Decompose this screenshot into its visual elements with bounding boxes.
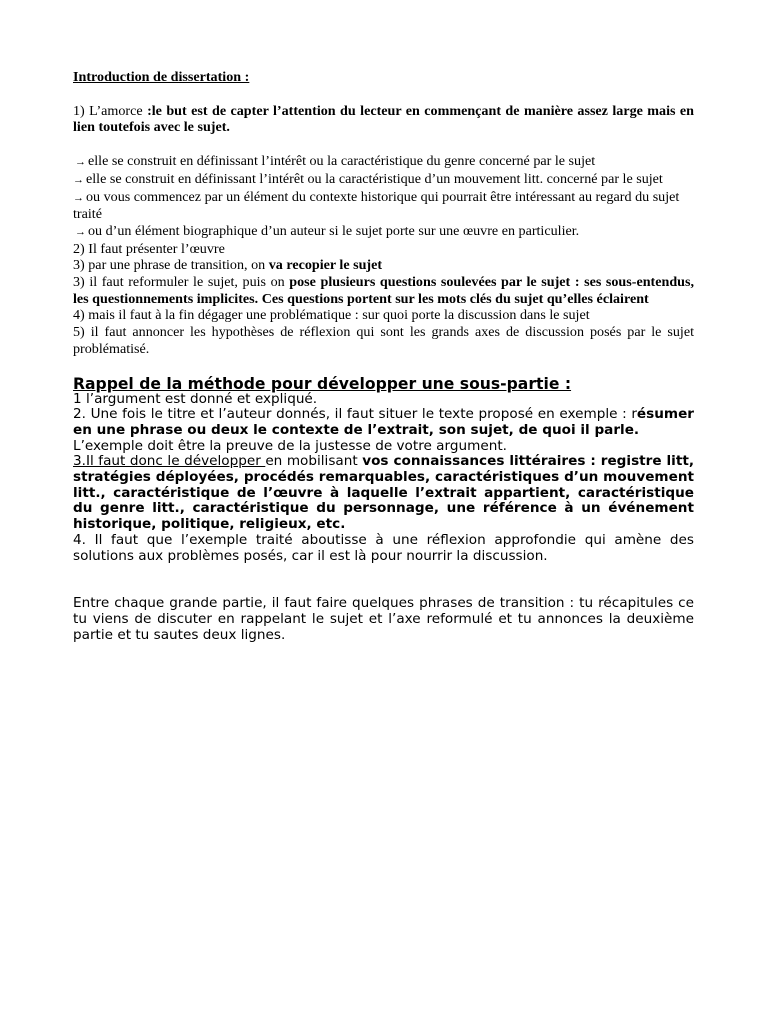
arrow-item	[73, 171, 694, 189]
step-3a-bold: va recopier le sujet	[268, 257, 383, 274]
rappel-item-3	[73, 454, 694, 533]
document-body	[73, 69, 694, 643]
step-3b-bold: pose plusieurs questions soulevées par le sujet : ses sous-entendus, les questionnements implicites. Ces questions portent sur les mots clés du sujet qu’elles éclairent	[73, 274, 695, 307]
rappel-item-2-note: L’exemple doit être la preuve de la justesse de votre argument.	[73, 437, 507, 454]
arrow-list	[73, 153, 694, 241]
arrow-item	[73, 153, 694, 171]
amorce-prefix: 1) L’amorce	[73, 102, 148, 119]
arrow-item-text: elle se construit en définissant l’intérêt ou la caractéristique du genre concerné par le sujet	[88, 153, 596, 170]
amorce-paragraph	[73, 103, 694, 136]
arrow-right-icon: →	[75, 225, 86, 238]
rappel-item-2-bold: ésumer en une phrase ou deux le contexte de l’extrait, son sujet, de quoi il parle.	[73, 406, 694, 438]
transition-section	[73, 596, 694, 643]
arrow-item	[73, 223, 694, 241]
arrow-right-icon: →	[73, 191, 84, 204]
rappel-item-2-prefix: 2. Une fois le titre et l’auteur donnés, il faut situer le texte proposé en exemple : r	[73, 406, 637, 423]
intro-title	[73, 69, 694, 86]
rappel-item-3-bold: vos connaissances littéraires : registre litt, stratégies déployées, procédés remarquables, caractéristiques d’un mouvement litt., caractéristique de l’œuvre à laquelle l’extrait appartient, caractéristique du genre litt., caractéristique du personnage, une référence à un événement historique, politique, religieux, etc.	[73, 453, 694, 533]
amorce-bold: :le but est de capter l’attention du lecteur en commençant de manière assez large mais en lien toutefois avec le sujet.	[73, 102, 694, 136]
step-3b	[73, 274, 694, 307]
arrow-item-text: ou vous commencez par un élément du contexte historique qui pourrait être intéressant au regard du sujet traité	[73, 188, 680, 223]
step-3a	[73, 257, 694, 274]
step-5: 5) il faut annoncer les hypothèses de réflexion qui sont les grands axes de discussion posés par le sujet problématisé.	[73, 324, 694, 357]
arrow-item-text: elle se construit en définissant l’intérêt ou la caractéristique d’un mouvement litt. concerné par le sujet	[86, 170, 663, 187]
transition-paragraph: Entre chaque grande partie, il faut faire quelques phrases de transition : tu récapitules ce tu viens de discuter en rappelant le sujet et l’axe reformulé et tu annonces la deuxième partie et tu sautes deux lignes.	[73, 595, 694, 643]
intro-section	[73, 69, 694, 358]
rappel-section	[73, 376, 694, 565]
arrow-right-icon: →	[73, 173, 84, 186]
arrow-right-icon: →	[75, 156, 86, 169]
rappel-item-3-mid: en mobilisant	[265, 453, 363, 470]
rappel-item-4: 4. Il faut que l’exemple traité aboutisse à une réflexion approfondie qui amène des solutions aux problèmes posés, car il est là pour nourrir la discussion.	[73, 531, 694, 564]
step-4: 4) mais il faut à la fin dégager une problématique : sur quoi porte la discussion dans le sujet	[73, 307, 590, 324]
arrow-item	[73, 189, 694, 223]
step-3b-prefix: 3) il faut reformuler le sujet, puis on	[73, 274, 290, 291]
step-2: 2) Il faut présenter l’œuvre	[73, 240, 225, 257]
rappel-title: Rappel de la méthode pour développer une sous-partie :	[73, 374, 572, 393]
rappel-item-3-underlined: 3.Il faut donc le développer	[73, 453, 266, 470]
rappel-item-2	[73, 407, 694, 438]
step-3a-prefix: 3) par une phrase de transition, on	[73, 257, 269, 274]
intro-title-text: Introduction de dissertation :	[73, 69, 250, 85]
rappel-item-1: 1 l’argument est donné et expliqué.	[73, 390, 318, 407]
arrow-item-text: ou d’un élément biographique d’un auteur si le sujet porte sur une œuvre en particulier.	[88, 222, 580, 239]
